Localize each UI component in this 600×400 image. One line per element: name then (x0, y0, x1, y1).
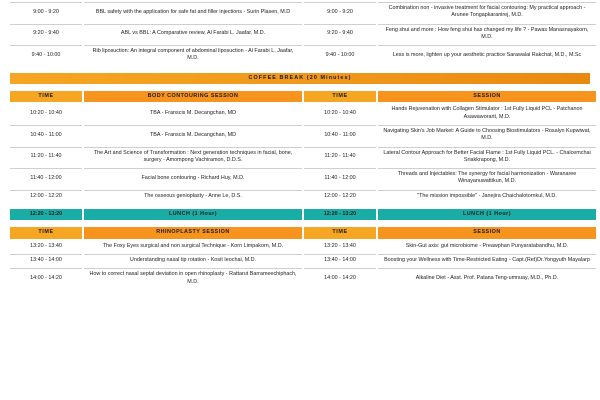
lunch-time-right: 12:20 - 13:20 (304, 209, 376, 220)
table-row (10, 241, 596, 252)
row-session-left: BBL safety with the application for safe fat and filler injections - Surin Plasen, M.D (84, 2, 302, 22)
row-time-left: 10:20 - 10:40 (10, 104, 82, 123)
row-time-right: 11:40 - 12:00 (304, 168, 376, 188)
row-time-left: 9:40 - 10:00 (10, 45, 82, 65)
row-time-right: 9:20 - 9:40 (304, 24, 376, 44)
row-time-left: 12:00 - 12:20 (10, 190, 82, 202)
row-session-right: "The mission impossible" - Janejira Chaichalotornkul, M.D. (378, 190, 596, 202)
header-body-contouring-session: BODY CONTOURING SESSION (84, 91, 302, 102)
lunch-row (10, 209, 596, 220)
row-time-left: 9:20 - 9:40 (10, 24, 82, 44)
row-session-left: ABL vs BBL: A Comparative review, Al Farabi L. Jaafar, M.D. (84, 24, 302, 44)
table-row (10, 125, 596, 145)
top-schedule-table (8, 0, 598, 67)
row-session-right: Threads and Injectables: The synergy for facial harmonization - Waranaree Winayanuwattikun, M.D. (378, 168, 596, 188)
lunch-table (8, 207, 598, 222)
table-row (10, 254, 596, 266)
row-time-right: 11:20 - 11:40 (304, 147, 376, 167)
row-session-right: Navigating Skin's Job Market: A Guide to Choosing Biostimulators - Rosalyn Kupwiwat, M.D. (378, 125, 596, 145)
table-row (10, 168, 596, 188)
header-session-right: SESSION (378, 227, 596, 238)
row-time-right: 13:40 - 14:00 (304, 254, 376, 266)
section-header-row (10, 227, 596, 238)
table-row (10, 190, 596, 202)
header-time-left: TIME (10, 227, 82, 238)
header-time-right: TIME (304, 227, 376, 238)
row-session-right: Lateral Contour Approach for Better Facial Flame : 1st Fully Liquid PCL. - Chalcemchai Sriakkrapong, M.D. (378, 147, 596, 167)
row-time-left: 13:20 - 13:40 (10, 241, 82, 252)
header-time-left: TIME (10, 91, 82, 102)
row-session-right: Combination non - invasive treatment for facial contouring: My practical approach - Arunee Tongapkaranirej, M.D. (378, 2, 596, 22)
row-session-right: Alkaline Diet - Asst. Prof. Patana Teng-umnuay, M.D., Ph.D. (378, 268, 596, 288)
lunch-time-left: 12:20 - 13:20 (10, 209, 82, 220)
header-time-right: TIME (304, 91, 376, 102)
row-session-left: The osseous genioplasty - Anne Le, D.S. (84, 190, 302, 202)
row-session-left: TBA - Franscis M. Decangchan, MD (84, 104, 302, 123)
header-rhinoplasty-session: RHINOPLASTY SESSION (84, 227, 302, 238)
table-row (10, 24, 596, 44)
body-contouring-table (8, 89, 598, 204)
row-session-left: How to correct nasal septal deviation in open rhinoplasty - Rattarut Barrameechiphach, M.D. (84, 268, 302, 288)
lunch-label-left: LUNCH (1 Hour) (84, 209, 302, 220)
lunch-label-right: LUNCH (1 Hour) (378, 209, 596, 220)
row-time-right: 9:00 - 9:20 (304, 2, 376, 22)
coffee-break-label: COFFEE BREAK (20 Minutes) (10, 73, 590, 84)
row-session-left: Rib liposuction: An integral component of abdominal liposuction - Al Farabi L. Jaafar, M.D. (84, 45, 302, 65)
header-session-right: SESSION (378, 91, 596, 102)
row-session-left: TBA - Franscis M. Decangchan, MD (84, 125, 302, 145)
rhinoplasty-table (8, 225, 598, 289)
row-session-right: Hands Rejuvenation with Collagen Stimulator : 1st Fully Liquid PCL - Patchanon Asawaworarit, M.D. (378, 104, 596, 123)
row-time-left: 11:40 - 12:00 (10, 168, 82, 188)
row-session-right: Feng shui and more : How feng shui has changed my life ? - Pawas Manasnayakorn, M.D. (378, 24, 596, 44)
row-session-left: Facial bone contouring - Richard Huy, M.D. (84, 168, 302, 188)
table-row (10, 147, 596, 167)
row-time-left: 10:40 - 11:00 (10, 125, 82, 145)
section-header-row (10, 91, 596, 102)
row-time-left: 9:00 - 9:20 (10, 2, 82, 22)
row-session-right: Boosting your Wellness with Time-Restricted Eating - Capt.(Ret)Dr.Yongyuth Mayalarp (378, 254, 596, 266)
row-time-left: 14:00 - 14:20 (10, 268, 82, 288)
row-session-left: Understanding nasal tip rotation - Kosit Ieochai, M.D. (84, 254, 302, 266)
coffee-break-banner-wrap (8, 71, 592, 86)
row-time-right: 9:40 - 10:00 (304, 45, 376, 65)
row-session-left: The Art and Science of Transformation : Next generation techniques in facial, bone, surgery - Amompong Vachiramon, D.D.S. (84, 147, 302, 167)
coffee-break-table (8, 71, 592, 86)
table-row (10, 268, 596, 288)
row-time-right: 12:00 - 12:20 (304, 190, 376, 202)
coffee-break-row (10, 73, 590, 84)
row-time-right: 10:40 - 11:00 (304, 125, 376, 145)
row-time-left: 13:40 - 14:00 (10, 254, 82, 266)
table-row (10, 104, 596, 123)
row-time-right: 14:00 - 14:20 (304, 268, 376, 288)
row-time-right: 10:20 - 10:40 (304, 104, 376, 123)
row-time-right: 13:20 - 13:40 (304, 241, 376, 252)
table-row (10, 2, 596, 22)
table-row (10, 45, 596, 65)
row-session-right: Less is more, lighten up your aesthetic practice Sarawalai Rakchat, M.D., M.Sc (378, 45, 596, 65)
row-session-left: The Foxy Eyes surgical and non surgical Technique - Korn Limpakorn, M.D. (84, 241, 302, 252)
row-session-right: Skin-Gut axis: gut microbiome - Preawphan Punyaratabandhu, M.D. (378, 241, 596, 252)
row-time-left: 11:20 - 11:40 (10, 147, 82, 167)
